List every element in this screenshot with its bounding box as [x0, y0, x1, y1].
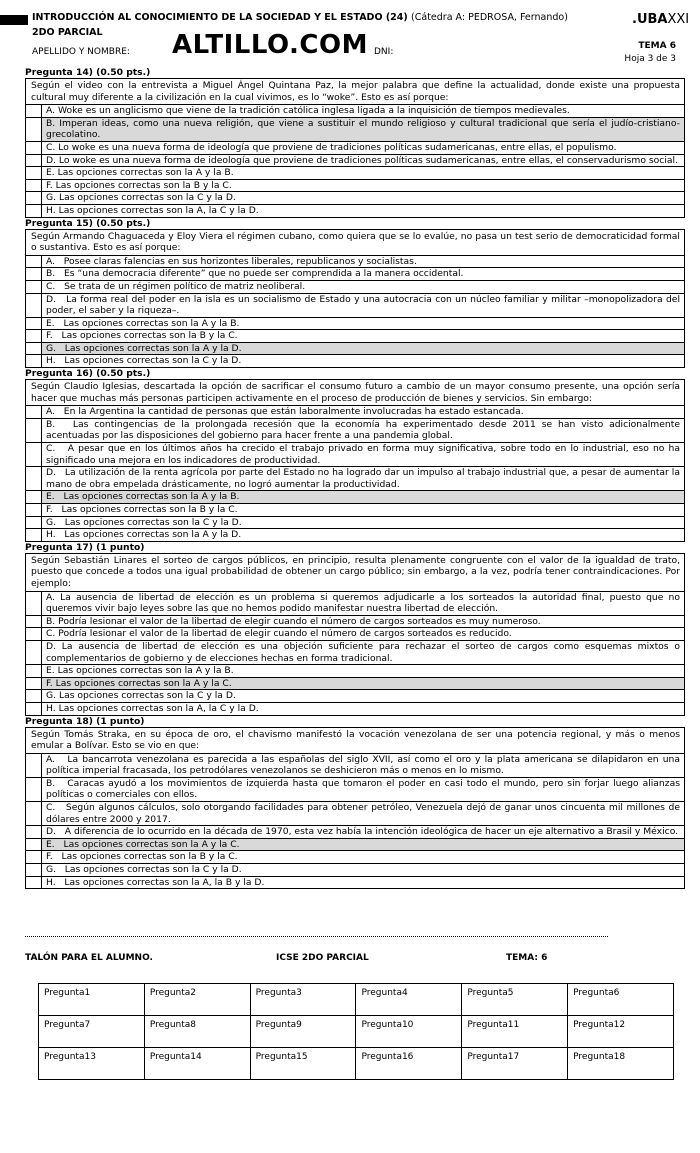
question-stem: Según el video con la entrevista a Miguel Ángel Quintana Paz, la mejor palabra que define la actualidad, donde existe una propuesta cultural muy diferente a la civilización en la cual vivimos, es lo “woke”. Esto es así porque: [26, 79, 684, 105]
option-text: A. La ausencia de libertad de elección es un problema si queremos adjudicarle a los sorteados la autoridad final, puesto que no queremos vivir bajo leyes sobre las que no hemos podido manifestar nuestra libertad de elección. [46, 591, 683, 615]
option-text: G. Las opciones correctas son la C y la D. [46, 690, 236, 702]
question-stem: Según Tomás Straka, en su época de oro, el chavismo manifestó la vocación venezolana de ser una potencia regional, y más o menos emular a Bolívar. Esto se vio en que: [26, 728, 684, 754]
answer-grid-cell[interactable]: Pregunta1 [39, 984, 145, 1016]
options-list [26, 754, 684, 889]
option-row[interactable] [26, 592, 684, 615]
answer-checkbox-cell[interactable] [26, 205, 42, 217]
option-text: D. Lo woke es una nueva forma de ideología que proviene de tradiciones políticas sudamericanas, entre ellas, el conservadurismo social. [46, 154, 678, 166]
option-text: C. Podría lesionar el valor de la libertad de elegir cuando el número de cargos sorteados es reducido. [46, 628, 512, 640]
option-row[interactable] [26, 627, 684, 640]
answer-checkbox-cell[interactable] [26, 330, 42, 342]
option-text: A. La bancarrota venezolana es parecida a las españolas del siglo XVII, así como el oro y la plata americana se dilapidaron en una política imperial fracasada, los petrodólares venezolanos se deshicieron más o menos en lo mismo. [46, 753, 683, 777]
answer-grid-cell[interactable]: Pregunta3 [250, 984, 356, 1016]
option-row[interactable] [26, 801, 684, 825]
question-title: Pregunta 18) (1 punto) [25, 715, 145, 727]
option-row[interactable] [26, 850, 684, 863]
answer-checkbox-cell[interactable] [26, 864, 42, 876]
answer-checkbox-cell[interactable] [26, 256, 42, 268]
option-row[interactable] [26, 191, 684, 204]
answer-checkbox-cell[interactable] [26, 318, 42, 330]
question-box [25, 379, 685, 542]
answer-grid-cell[interactable]: Pregunta4 [356, 984, 462, 1016]
option-row[interactable] [26, 863, 684, 876]
option-text: B. Es “una democracia diferente” que no puede ser comprendida a la manera occidental. [46, 268, 464, 280]
option-row[interactable] [26, 105, 684, 117]
question-stem: Según Sebastián Linares el sorteo de cargos públicos, en principio, resulta plenamente congruente con el valor de la igualdad de trato, puesto que concede a todos una igual probabilidad de obtener un cargo público; sin embargo, a la vez, podría tener contraindicaciones. Por ejemplo: [26, 554, 684, 592]
option-text: H. Las opciones correctas son la A, la B y la D. [46, 876, 265, 888]
answer-grid-cell[interactable]: Pregunta11 [462, 1016, 568, 1048]
option-text: G. Las opciones correctas son la C y la D. [46, 516, 242, 528]
answer-grid-row [39, 1048, 674, 1080]
answer-checkbox-cell[interactable] [26, 118, 42, 141]
talon-label: TALÓN PARA EL ALUMNO. [25, 953, 153, 963]
option-row[interactable] [26, 280, 684, 293]
option-text: F. Las opciones correctas son la B y la C. [46, 504, 238, 515]
option-text: B. Caracas ayudó a los movimientos de izquierda hasta que tomaron el poder en casi todo el mundo, pero sin forjar luego alianzas políticas o comerciales con ellos. [46, 777, 683, 801]
answer-grid-cell[interactable]: Pregunta16 [356, 1048, 462, 1080]
option-row[interactable] [26, 256, 684, 268]
question-box [25, 727, 685, 890]
option-row[interactable] [26, 179, 684, 192]
answer-checkbox-cell[interactable] [26, 281, 42, 293]
answer-checkbox-cell[interactable] [26, 802, 42, 825]
options-list [26, 592, 684, 715]
option-row[interactable] [26, 677, 684, 690]
answer-grid-cell[interactable]: Pregunta10 [356, 1016, 462, 1048]
answer-checkbox-cell[interactable] [26, 616, 42, 628]
option-text: E. Las opciones correctas son la A y la B. [46, 665, 234, 677]
answer-checkbox-cell[interactable] [26, 517, 42, 529]
answer-checkbox-cell[interactable] [26, 778, 42, 801]
option-text: F. Las opciones correctas son la B y la C. [46, 179, 232, 191]
option-row[interactable] [26, 615, 684, 628]
answer-checkbox-cell[interactable] [26, 665, 42, 677]
option-text-highlighted: F. Las opciones correctas son la A y la C. [42, 678, 684, 690]
answer-checkbox-cell[interactable] [26, 754, 42, 777]
option-row[interactable] [26, 418, 684, 442]
answer-grid-row [39, 1016, 674, 1048]
option-text: D. La utilización de la renta agrícola por parte del Estado no ha logrado dar un impulso al trabajo industrial que, a pesar de aumentar la mano de obra empelada drásticamente, no logró aumentar la productividad. [46, 467, 683, 490]
answer-checkbox-cell[interactable] [26, 180, 42, 192]
option-row[interactable] [26, 442, 684, 466]
answer-grid-cell[interactable]: Pregunta8 [144, 1016, 250, 1048]
answer-checkbox-cell[interactable] [26, 155, 42, 167]
option-text: C. Se trata de un régimen político de matriz neoliberal. [46, 280, 306, 292]
answer-checkbox-cell[interactable] [26, 419, 42, 442]
answer-checkbox-cell[interactable] [26, 406, 42, 418]
icse-label: ICSE 2DO PARCIAL [276, 953, 369, 963]
option-text: E. Las opciones correctas son la A y la B. [46, 167, 234, 179]
option-row[interactable] [26, 204, 684, 217]
talon-tema-label: TEMA: 6 [506, 953, 548, 963]
uba-logo-rest: XXI [667, 12, 690, 27]
answer-grid-cell[interactable]: Pregunta12 [568, 1016, 674, 1048]
option-row[interactable] [26, 754, 684, 777]
option-row[interactable] [26, 293, 684, 317]
option-text: G. Las opciones correctas son la C y la D. [46, 864, 242, 876]
answer-checkbox-cell[interactable] [26, 641, 42, 664]
option-row[interactable] [26, 640, 684, 664]
option-text: F. Las opciones correctas son la B y la C. [46, 330, 238, 342]
answer-checkbox-cell[interactable] [26, 678, 42, 690]
dni-label: DNI: [374, 47, 394, 57]
option-text: H. Las opciones correctas son la A, la C y la D. [46, 204, 259, 216]
option-text: B. Podría lesionar el valor de la libertad de elegir cuando el número de cargos sorteados es muy numeroso. [46, 615, 541, 627]
option-row[interactable] [26, 117, 684, 141]
option-row[interactable] [26, 166, 684, 179]
answer-grid-cell[interactable]: Pregunta2 [144, 984, 250, 1016]
uba-logo [632, 12, 689, 27]
option-row[interactable] [26, 354, 684, 367]
cut-line [25, 932, 608, 937]
option-text: A. Woke es un anglicismo que viene de la tradición católica inglesa ligada a la inquisición de tiempos medievales. [46, 105, 570, 117]
answer-checkbox-cell[interactable] [26, 839, 42, 851]
answer-grid-cell[interactable]: Pregunta7 [39, 1016, 145, 1048]
answer-checkbox-cell[interactable] [26, 628, 42, 640]
option-text: D. La forma real del poder en la isla es un socialismo de Estado y una autocracia con un núcleo familiar y militar –monopolizadora del poder, el saber y la riqueza–. [46, 293, 683, 317]
answer-checkbox-cell[interactable] [26, 443, 42, 466]
answer-checkbox-cell[interactable] [26, 491, 42, 503]
option-row[interactable] [26, 406, 684, 418]
option-text: C. A pesar que en los últimos años ha crecido el trabajo privado en forma muy significativa, sobre todo en lo industrial, eso no ha significado una mejora en los indicadores de productividad. [46, 443, 683, 466]
answer-checkbox-cell[interactable] [26, 343, 42, 355]
option-text: H. Las opciones correctas son la A y la D. [46, 529, 242, 541]
header-black-bar [0, 15, 28, 25]
tema-label: TEMA 6 [638, 41, 676, 51]
catedra-label: (Cátedra A: PEDROSA, Fernando) [411, 12, 568, 23]
answer-checkbox-cell[interactable] [26, 592, 42, 615]
answer-checkbox-cell[interactable] [26, 142, 42, 154]
question-title: Pregunta 15) (0.50 pts.) [25, 217, 151, 229]
page-number: Hoja 3 de 3 [624, 54, 676, 64]
answer-checkbox-cell[interactable] [26, 851, 42, 863]
option-row[interactable] [26, 141, 684, 154]
answer-checkbox-cell[interactable] [26, 877, 42, 889]
option-text: H. Las opciones correctas son la C y la D. [46, 355, 242, 367]
option-row[interactable] [26, 329, 684, 342]
option-text: C. Según algunos cálculos, solo otorgando facilidades para obtener petróleo, Venezuela dejó de ganar unos cincuenta mil millones de dólares entre 2000 y 2017. [46, 802, 683, 825]
question-stem: Según Claudio Iglesias, descartada la opción de sacrificar el consumo futuro a cambio de un mayor consumo presente, una opción sería hacer que muchas más personas participen activamente en el proceso de producción de bienes y servicios. Sin embargo: [26, 380, 684, 406]
option-text-highlighted: E. Las opciones correctas son la A y la C. [42, 839, 684, 851]
answer-grid-cell[interactable]: Pregunta6 [568, 984, 674, 1016]
course-name: INTRODUCCIÓN AL CONOCIMIENTO DE LA SOCIEDAD Y EL ESTADO (24) [32, 12, 408, 23]
brand-watermark: ALTILLO.COM [172, 30, 368, 60]
option-text: C. Lo woke es una nueva forma de ideología que proviene de tradiciones políticas sudamericanas, entre ellas, el populismo. [46, 141, 617, 153]
option-text: B. Las contingencias de la prolongada recesión que la economía ha experimentado desde 2011 se han visto adicionalmente acentuadas por las disposiciones del gobierno para hacer frente a una pandemia global. [46, 418, 683, 442]
option-row[interactable] [26, 825, 684, 838]
option-row[interactable] [26, 876, 684, 889]
questions-container [25, 67, 685, 889]
answer-grid-cell[interactable]: Pregunta18 [568, 1048, 674, 1080]
uba-logo-bold: .UBA [632, 12, 668, 27]
option-text: F. Las opciones correctas son la B y la C. [46, 851, 238, 863]
answer-checkbox-cell[interactable] [26, 192, 42, 204]
option-row[interactable] [26, 516, 684, 529]
option-row[interactable] [26, 466, 684, 490]
options-list [26, 105, 684, 216]
exam-title [32, 12, 568, 23]
answer-checkbox-cell[interactable] [26, 355, 42, 367]
option-row[interactable] [26, 342, 684, 355]
option-text: D. A diferencia de lo ocurrido en la década de 1970, esta vez había la intención ideológica de hacer un eje alternativo a Brasil y México. [46, 826, 679, 838]
option-row[interactable] [26, 702, 684, 715]
answer-grid-cell[interactable]: Pregunta9 [250, 1016, 356, 1048]
answer-checkbox-cell[interactable] [26, 529, 42, 541]
answer-grid-cell[interactable]: Pregunta14 [144, 1048, 250, 1080]
option-text-highlighted: B. Imperan ideas, como una nueva religión, que viene a sustituir el mundo religioso y cultural tradicional que sería el judío-cristiano-grecolatino. [42, 118, 684, 141]
question-title: Pregunta 16) (0.50 pts.) [25, 368, 151, 380]
exam-subtitle: 2DO PARCIAL [32, 27, 103, 38]
answer-grid [38, 983, 674, 1080]
option-text: D. La ausencia de libertad de elección es una objeción suficiente para rechazar el sorteo de cargos como esquemas mixtos o complementarios de gobierno y de elecciones hechas en forma tradicional. [46, 640, 683, 664]
option-row[interactable] [26, 154, 684, 167]
answer-checkbox-cell[interactable] [26, 294, 42, 317]
option-text: G. Las opciones correctas son la C y la D. [46, 192, 236, 204]
answer-grid-cell[interactable]: Pregunta5 [462, 984, 568, 1016]
answer-checkbox-cell[interactable] [26, 690, 42, 702]
answer-grid-cell[interactable]: Pregunta13 [39, 1048, 145, 1080]
option-row[interactable] [26, 689, 684, 702]
question-box [25, 553, 685, 716]
option-row[interactable] [26, 267, 684, 280]
option-row[interactable] [26, 528, 684, 541]
question-title: Pregunta 17) (1 punto) [25, 541, 145, 553]
question-box [25, 78, 685, 218]
question-title: Pregunta 14) (0.50 pts.) [25, 67, 151, 78]
option-row[interactable] [26, 503, 684, 516]
apellido-label: APELLIDO Y NOMBRE: [32, 47, 130, 57]
option-text: H. Las opciones correctas son la A, la C y la D. [46, 702, 259, 714]
answer-grid-row [39, 984, 674, 1016]
answer-checkbox-cell[interactable] [26, 105, 42, 117]
option-row[interactable] [26, 317, 684, 330]
answer-checkbox-cell[interactable] [26, 467, 42, 490]
option-row[interactable] [26, 664, 684, 677]
answer-checkbox-cell[interactable] [26, 703, 42, 715]
answer-checkbox-cell[interactable] [26, 167, 42, 179]
option-row[interactable] [26, 777, 684, 801]
answer-checkbox-cell[interactable] [26, 504, 42, 516]
option-text: A. Posee claras falencias en sus horizontes liberales, republicanos y socialistas. [46, 255, 417, 267]
answer-grid-cell[interactable]: Pregunta17 [462, 1048, 568, 1080]
answer-checkbox-cell[interactable] [26, 826, 42, 838]
option-row[interactable] [26, 490, 684, 503]
question-box [25, 229, 685, 369]
option-text-highlighted: G. Las opciones correctas son la A y la D. [42, 343, 684, 355]
option-text: E. Las opciones correctas son la A y la B. [46, 317, 240, 329]
answer-grid-cell[interactable]: Pregunta15 [250, 1048, 356, 1080]
option-text-highlighted: E. Las opciones correctas son la A y la B. [42, 491, 684, 503]
option-text: A. En la Argentina la cantidad de personas que están laboralmente involucradas ha estado estancada. [46, 406, 524, 418]
options-list [26, 406, 684, 541]
option-row[interactable] [26, 838, 684, 851]
options-list [26, 256, 684, 367]
question-stem: Según Armando Chaguaceda y Eloy Viera el régimen cubano, como quiera que se lo evalúe, no pasa un test serio de democraticidad formal o sustantiva. Esto es así porque: [26, 230, 684, 256]
answer-checkbox-cell[interactable] [26, 268, 42, 280]
